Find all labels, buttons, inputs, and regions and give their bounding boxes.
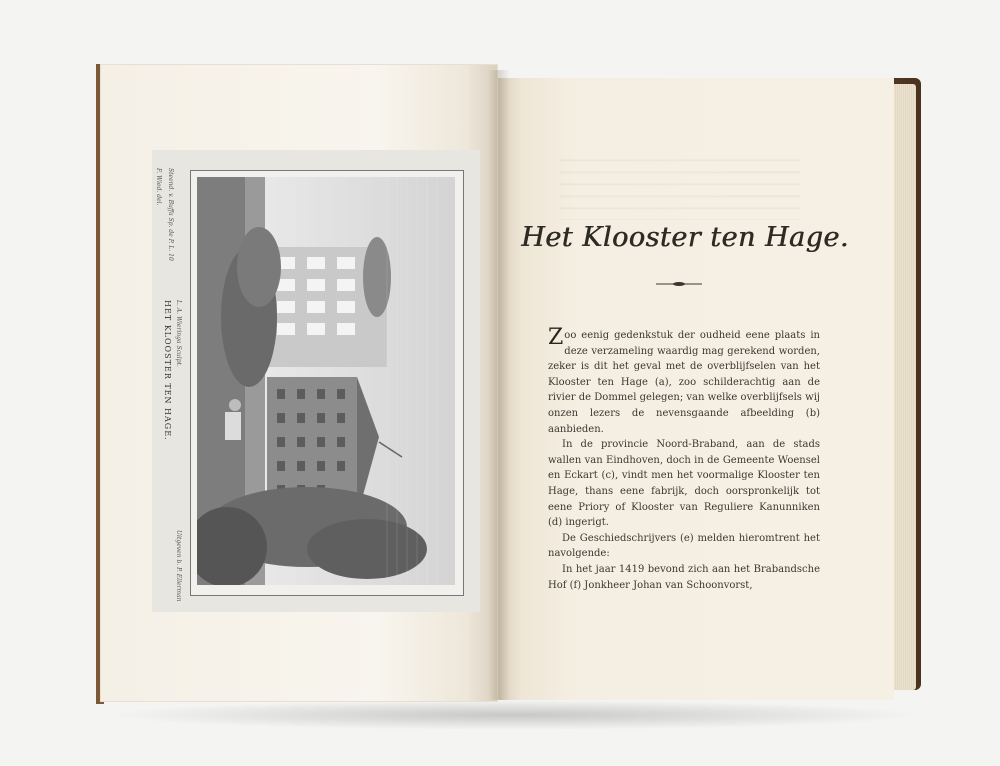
plate-printer-credit: Steend. v. Buffa Sp. de P. L. 10 xyxy=(167,168,174,261)
paragraph-3: De Geschiedschrijvers (e) melden hieromtrent het navolgende: xyxy=(548,532,820,560)
drop-cap: Z xyxy=(548,325,564,350)
paragraph-1-text: oo eenig gedenkstuk der oudheid eene plaats in deze verzameling waardig mag gerekend worden, zeker is dit het geval met de overblijfselen van het Klooster ten Hage (a), zoo schilderachtig aan de rivier de Dommel gelegen; van welke overblijfsels wij onzen lezers de nevensgaande afbeelding (b) aanbieden. xyxy=(548,330,820,435)
paragraph-2: In de provincie Noord-Braband, aan de stads wallen van Eindhoven, doch in de Gemeente Woensel en Eckart (c), vindt men het voormalige Klooster ten Hage, thans eene fabrijk, doch oorspronkelijk tot eene Priory of Klooster van Reguliere Kanunniken (d) ingerigt. xyxy=(548,439,820,529)
paragraph-1 xyxy=(548,325,820,437)
plate-title: HET KLOOSTER TEN HAGE. xyxy=(163,300,172,441)
ornament-divider xyxy=(656,281,702,287)
plate-publisher-credit: Uitgeven b. P. Ellerman xyxy=(175,530,182,602)
paragraph-4: In het jaar 1419 bevond zich aan het Brabandsche Hof (f) Jonkheer Johan van Schoonvorst, xyxy=(548,563,820,591)
plate-artist-credit: F. Wied. del. xyxy=(155,168,162,206)
show-through-text xyxy=(560,150,800,220)
book-gutter xyxy=(488,70,510,700)
lithograph-illustration xyxy=(197,177,455,585)
body-text xyxy=(548,325,820,593)
plate-engraver-credit: L. A. Wieringa Sculpt. xyxy=(175,300,182,367)
chapter-heading: Het Klooster ten Hage. xyxy=(521,222,849,253)
